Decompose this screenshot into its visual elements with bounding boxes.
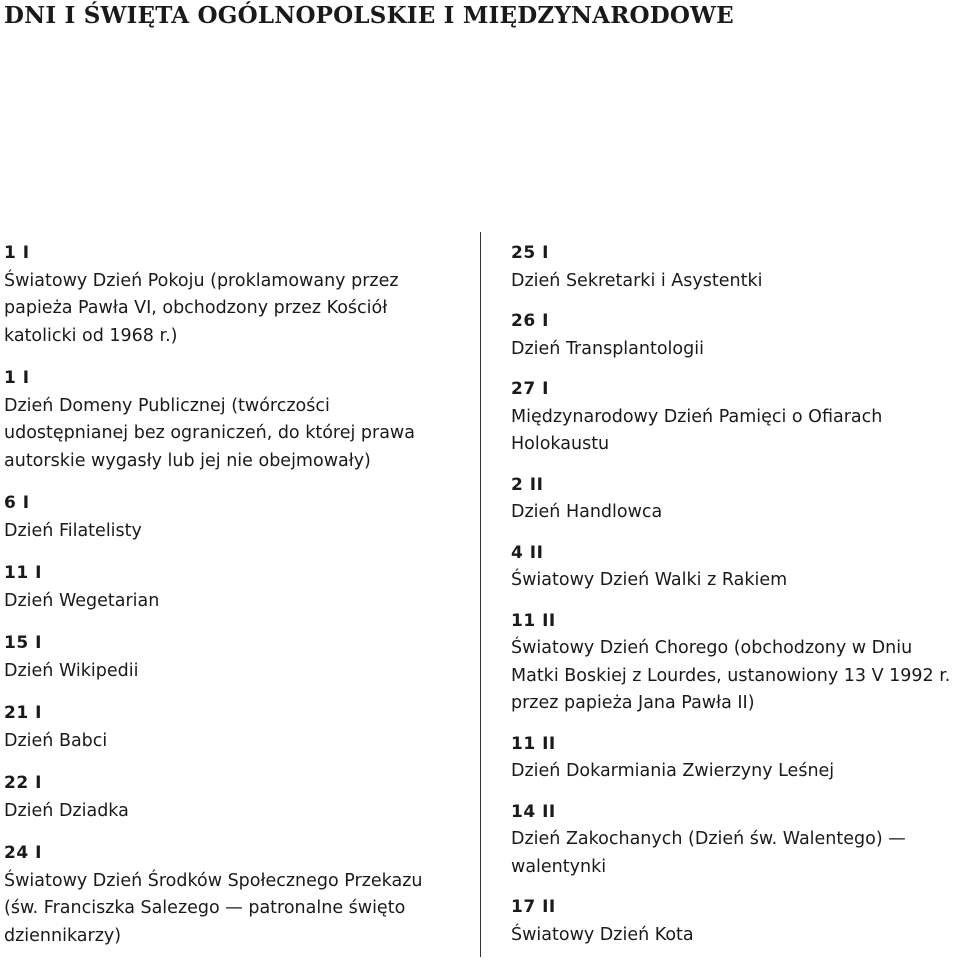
entry-date: 21 I [4, 703, 42, 723]
list-item [4, 770, 454, 825]
list-item [511, 731, 960, 786]
entry-date: 6 I [4, 493, 30, 513]
page-title: DNI I ŚWIĘTA OGÓLNOPOLSKIE I MIĘDZYNARODOWE [4, 2, 734, 29]
entry-date: 1 I [4, 243, 30, 263]
entry-date: 1 I [4, 368, 30, 388]
list-item [4, 630, 454, 685]
list-item [4, 560, 454, 615]
entry-name: Światowy Dzień Pokoju (proklamowany przez papieża Pawła VI, obchodzony przez Kościół katolicki od 1968 r.) [4, 270, 399, 346]
entry-date: 11 II [511, 733, 556, 754]
entry-date: 2 II [511, 474, 544, 495]
entry-name: Dzień Domeny Publicznej (twórczości udostępnianej bez ograniczeń, do której prawa autorskie wygasły lub jej nie obejmowały) [4, 395, 415, 471]
list-item [511, 376, 960, 459]
column-divider [480, 232, 481, 957]
entry-name: Dzień Handlowca [511, 502, 663, 522]
entry-name: Międzynarodowy Dzień Pamięci o Ofiarach Holokaustu [511, 406, 883, 454]
entry-date: 26 I [511, 311, 549, 331]
list-item [4, 365, 454, 475]
list-item [511, 308, 960, 363]
entry-date: 14 II [511, 801, 556, 822]
entry-name: Światowy Dzień Walki z Rakiem [511, 570, 788, 590]
entry-date: 25 I [511, 243, 549, 263]
entry-date: 22 I [4, 773, 42, 793]
list-item [511, 608, 960, 718]
entry-date: 24 I [4, 843, 42, 863]
entry-date: 4 II [511, 542, 544, 563]
list-item [4, 490, 454, 545]
entry-date: 11 I [4, 563, 42, 583]
entry-name: Dzień Dziadka [4, 800, 129, 821]
entry-name: Dzień Filatelisty [4, 520, 142, 541]
entry-name: Światowy Dzień Środków Społecznego Przekazu (św. Franciszka Salezego — patronalne święto dziennikarzy) [4, 870, 423, 946]
list-item [4, 240, 454, 350]
list-item [511, 472, 960, 527]
list-item [4, 840, 454, 950]
list-item [511, 540, 960, 595]
entry-name: Światowy Dzień Chorego (obchodzony w Dniu Matki Boskiej z Lourdes, ustanowiony 13 V 1992 r. przez papieża Jana Pawła II) [511, 638, 951, 713]
entry-name: Dzień Dokarmiania Zwierzyny Leśnej [511, 761, 835, 781]
entry-name: Dzień Sekretarki i Asystentki [511, 270, 763, 291]
list-item [511, 894, 960, 949]
left-column [4, 240, 454, 965]
entry-date: 27 I [511, 379, 549, 399]
entry-date: 11 II [511, 610, 556, 631]
entry-name: Światowy Dzień Kota [511, 924, 694, 945]
entry-name: Dzień Wegetarian [4, 590, 160, 611]
entry-name: Dzień Wikipedii [4, 660, 139, 681]
list-item [4, 700, 454, 755]
entry-name: Dzień Transplantologii [511, 338, 704, 359]
list-item [511, 240, 960, 295]
entry-date: 17 II [511, 897, 556, 917]
entry-date: 15 I [4, 633, 42, 653]
list-item [511, 799, 960, 882]
right-column [511, 240, 960, 962]
entry-name: Dzień Zakochanych (Dzień św. Walentego) — walentynki [511, 829, 906, 877]
entry-name: Dzień Babci [4, 730, 108, 751]
